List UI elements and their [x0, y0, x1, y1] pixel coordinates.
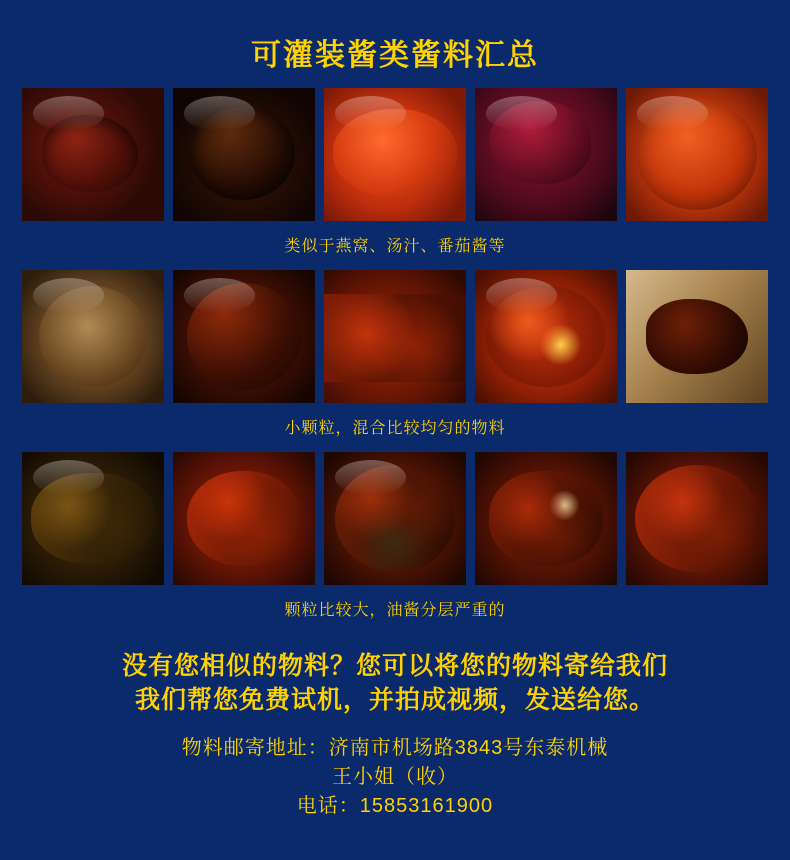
product-image-berry-jam-in-bowl — [475, 88, 617, 221]
product-image-mixed-chunky-sauce — [324, 452, 466, 585]
chili-sauce-on-spoon-icon — [626, 270, 768, 403]
product-image-red-chili-sauce-with-herb — [324, 270, 466, 403]
berry-jam-in-bowl-icon — [475, 88, 617, 221]
product-image-oily-dark-sauce — [22, 452, 164, 585]
product-image-beige-paste-in-jar — [22, 270, 164, 403]
product-image-dark-chili-paste-in-jar — [173, 270, 315, 403]
product-image-tomato-sauce-in-jar — [324, 88, 466, 221]
image-row-3 — [0, 452, 790, 585]
product-image-chili-sauce-in-white-bowl — [626, 452, 768, 585]
product-image-ketchup-in-bowl — [626, 88, 768, 221]
dark-jam-in-jar-icon — [22, 88, 164, 221]
product-image-chopped-chili-in-bowl — [475, 270, 617, 403]
product-image-dark-jam-in-jar — [22, 88, 164, 221]
promo-headline — [0, 634, 790, 718]
mailing-address: 物料邮寄地址：济南市机场路3843号东泰机械 — [181, 736, 609, 759]
page-title: 可灌装酱类酱料汇总 — [251, 39, 539, 72]
product-image-garlic-chili-sauce — [475, 452, 617, 585]
product-image-soy-sauce-in-jar — [173, 88, 315, 221]
ketchup-in-bowl-icon — [626, 88, 768, 221]
section-caption-3: 颗粒比较大，油酱分层严重的 — [284, 602, 506, 619]
contact-recipient: 王小姐（收） — [332, 765, 458, 788]
beef-chili-sauce-icon — [173, 452, 315, 585]
product-image-chili-sauce-on-spoon — [626, 270, 768, 403]
chili-sauce-in-white-bowl-icon — [626, 452, 768, 585]
soy-sauce-in-jar-icon — [173, 88, 315, 221]
beige-paste-in-jar-icon — [22, 270, 164, 403]
section-caption-2: 小颗粒，混合比较均匀的物料 — [284, 420, 506, 437]
dark-chili-paste-in-jar-icon — [173, 270, 315, 403]
tomato-sauce-in-jar-icon — [324, 88, 466, 221]
section-caption-1: 类似于燕窝、汤汁、番茄酱等 — [284, 238, 506, 255]
contact-phone: 电话：15853161900 — [296, 794, 494, 817]
promo-headline-line-1: 没有您相似的物料？您可以将您的物料寄给我们 — [121, 652, 668, 680]
garlic-chili-sauce-icon — [475, 452, 617, 585]
image-row-1 — [0, 88, 790, 221]
chopped-chili-in-bowl-icon — [475, 270, 617, 403]
contact-block — [0, 718, 790, 821]
red-chili-sauce-with-herb-icon — [324, 270, 466, 403]
mixed-chunky-sauce-icon — [324, 452, 466, 585]
product-image-beef-chili-sauce — [173, 452, 315, 585]
promo-headline-line-2: 我们帮您免费试机，并拍成视频，发送给您。 — [134, 685, 655, 714]
oily-dark-sauce-icon — [22, 452, 164, 585]
image-row-2 — [0, 270, 790, 403]
